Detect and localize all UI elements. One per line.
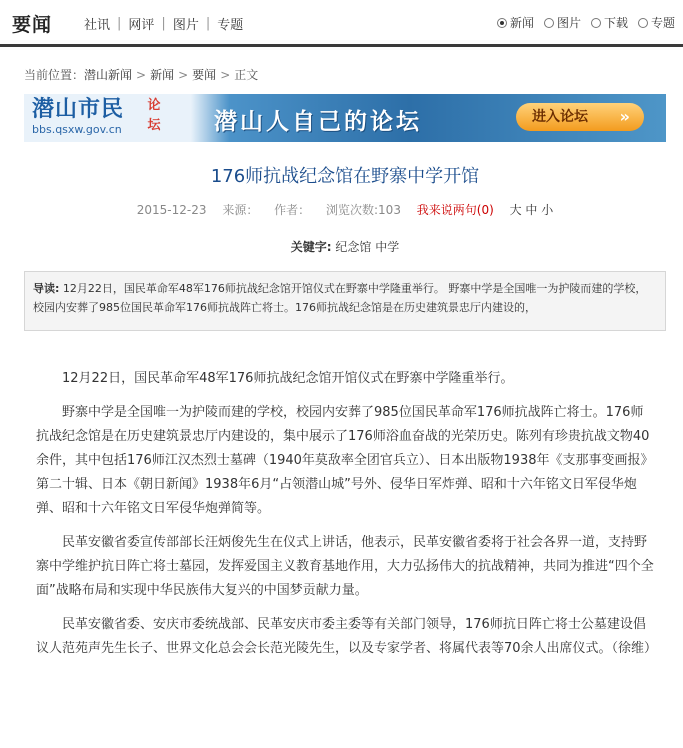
lead-text: 12月22日，国民革命军48军176师抗战纪念馆开馆仪式在野寨中学隆重举行。 野寨中学是全国唯一为护陵而建的学校，校园内安葬了985位国民革命军176师抗战阵亡将士。176师抗战纪念馆是在历史建筑景忠厅内建设的， <box>33 282 647 314</box>
radio-downloads[interactable]: 下载 <box>591 14 628 31</box>
article-source: 来源： <box>222 203 259 217</box>
nav-separator: | <box>205 16 211 31</box>
breadcrumb-prefix: 当前位置： <box>24 68 85 82</box>
radio-dot[interactable] <box>638 18 648 28</box>
article-container <box>24 64 666 671</box>
nav-item-comment[interactable]: 网评 <box>128 18 155 33</box>
radio-dot-selected[interactable] <box>497 18 507 28</box>
lead-label: 导读: <box>33 282 60 295</box>
radio-dot[interactable] <box>544 18 554 28</box>
paragraph: 野寨中学是全国唯一为护陵而建的学校，校园内安葬了985位国民革命军176师抗战阵亡将士。176师抗战纪念馆是在历史建筑景忠厅内建设的，集中展示了176师浴血奋战的光荣历史。陈列有珍贵抗战文物40余件，其中包括176师江汉杰烈士墓碑（1940年莫敌率全团官兵立）、日本出版物1938年《支那事变画报》第二十辑、日本《朝日新闻》1938年6月“占领潜山城”号外、侵华日军炸弹、昭和十六年铭文日军侵华炮弹、昭和十六年铭文日军侵华炮弹简等。 <box>36 405 654 516</box>
article-keywords <box>24 238 666 255</box>
article-author: 作者： <box>274 203 311 217</box>
article-views: 浏览次数:103 <box>326 203 401 217</box>
paragraph: 民革安徽省委宣传部部长汪炳俊先生在仪式上讲话，他表示，民革安徽省委将于社会各界一道，支持野寨中学维护抗日阵亡将士墓园，发挥爱国主义教育基地作用，大力弘扬伟大的抗战精神，共同为推进“四个全面”战略布局和实现中华民族伟大复兴的中国梦贡献力量。 <box>36 535 654 598</box>
nav-item-topics[interactable]: 专题 <box>217 18 244 33</box>
breadcrumb: 当前位置：潜山新闻 > 新闻 > 要闻 > 正文 <box>24 68 259 82</box>
nav-item-social[interactable]: 社讯 <box>84 18 111 33</box>
article-meta <box>24 201 666 218</box>
comment-link[interactable]: 我来说两句(0) <box>416 203 494 217</box>
top-bar <box>0 0 683 47</box>
radio-dot[interactable] <box>591 18 601 28</box>
banner-slogan: 潜山人自己的论坛 <box>214 109 422 135</box>
banner-title: 潜山市民 <box>32 97 125 122</box>
double-chevron-icon: » <box>619 107 630 126</box>
paragraph: 12月22日，国民革命军48军176师抗战纪念馆开馆仪式在野寨中学隆重举行。 <box>62 371 514 386</box>
nav-item-pictures[interactable]: 图片 <box>172 18 199 33</box>
banner-brand <box>32 97 124 137</box>
article-title: 176师抗战纪念馆在野寨中学开馆 <box>210 166 480 187</box>
breadcrumb-item[interactable]: 潜山新闻 <box>84 68 133 82</box>
article-body <box>24 367 666 661</box>
radio-topics[interactable]: 专题 <box>638 14 675 31</box>
breadcrumb-item[interactable]: 新闻 <box>150 68 175 82</box>
keywords-label: 关键字: <box>290 240 332 254</box>
search-type-radios <box>487 14 675 31</box>
enter-forum-button[interactable]: 进入论坛 » <box>516 103 644 131</box>
forum-banner[interactable] <box>24 94 666 142</box>
banner-url: bbs.qsxw.gov.cn <box>32 123 122 136</box>
breadcrumb-item[interactable]: 要闻 <box>192 68 217 82</box>
article-date: 2015-12-23 <box>136 203 207 217</box>
nav-separator: | <box>117 16 122 31</box>
paragraph: 民革安徽省委、安庆市委统战部、民革安庆市委主委等有关部门领导，176师抗日阵亡将士公墓建设倡议人范苑声先生长子、世界文化总会会长范光陵先生，以及专家学者、将属代表等70余人出席仪式。（徐维） <box>36 617 658 656</box>
article-lead <box>24 271 666 331</box>
nav-separator: | <box>161 16 166 31</box>
radio-news[interactable]: 新闻 <box>497 14 534 31</box>
font-size-switch[interactable]: 大 中 小 <box>509 203 554 217</box>
keywords-value[interactable]: 纪念馆 中学 <box>335 240 400 254</box>
breadcrumb-current: 正文 <box>234 68 259 82</box>
section-logo: 要闻 <box>12 14 53 36</box>
banner-seal-icon: 论坛 <box>147 98 161 133</box>
radio-pictures[interactable]: 图片 <box>544 14 581 31</box>
top-nav <box>78 14 249 33</box>
